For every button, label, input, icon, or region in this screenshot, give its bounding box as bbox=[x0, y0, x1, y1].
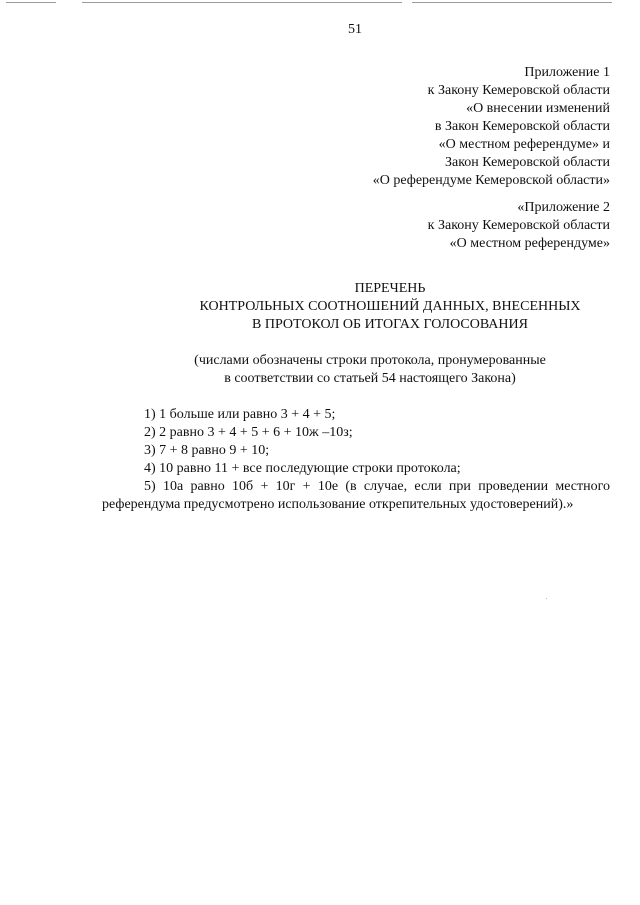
appendix-2-line: к Закону Кемеровской области bbox=[427, 218, 610, 233]
title-note bbox=[80, 352, 640, 388]
list-item: 5) 10а равно 10б + 10г + 10е (в случае, если при проведении местного референдума предусмотрено использование открепительных удостоверений).» bbox=[102, 479, 610, 512]
appendix-2-line: «О местном референдуме» bbox=[449, 236, 610, 251]
appendix-1-header bbox=[250, 64, 610, 190]
list-item: 4) 10 равно 11 + все последующие строки протокола; bbox=[144, 461, 461, 476]
list-item: 3) 7 + 8 равно 9 + 10; bbox=[144, 443, 270, 458]
document-title bbox=[100, 280, 640, 334]
appendix-1-line: в Закон Кемеровской области bbox=[434, 119, 610, 134]
title-line: ПЕРЕЧЕНЬ bbox=[354, 281, 426, 296]
list-item: 2) 2 равно 3 + 4 + 5 + 6 + 10ж –10з; bbox=[144, 425, 353, 440]
scan-edge-line bbox=[82, 2, 402, 3]
appendix-1-line: «О местном референдуме» и bbox=[438, 137, 610, 152]
appendix-1-line: к Закону Кемеровской области bbox=[427, 83, 610, 98]
appendix-1-line: «О внесении изменений bbox=[466, 101, 610, 116]
note-line: (числами обозначены строки протокола, пронумерованные bbox=[194, 353, 546, 368]
scan-edge-line bbox=[412, 2, 612, 3]
appendix-1-line: Закон Кемеровской области bbox=[444, 155, 610, 170]
list-item: 1) 1 больше или равно 3 + 4 + 5; bbox=[144, 407, 336, 422]
scan-speck bbox=[546, 598, 547, 599]
page-number: 51 bbox=[348, 22, 362, 37]
note-line: в соответствии со статьей 54 настоящего Закона) bbox=[224, 371, 516, 386]
appendix-1-line: «О референдуме Кемеровской области» bbox=[372, 173, 610, 188]
ratio-list bbox=[102, 406, 610, 514]
appendix-2-header bbox=[250, 199, 610, 253]
title-line: В ПРОТОКОЛ ОБ ИТОГАХ ГОЛОСОВАНИЯ bbox=[252, 317, 528, 332]
title-line: КОНТРОЛЬНЫХ СООТНОШЕНИЙ ДАННЫХ, ВНЕСЕННЫХ bbox=[199, 299, 581, 314]
appendix-1-line: Приложение 1 bbox=[524, 65, 610, 80]
scan-edge-line bbox=[6, 2, 56, 3]
appendix-2-line: «Приложение 2 bbox=[517, 200, 610, 215]
